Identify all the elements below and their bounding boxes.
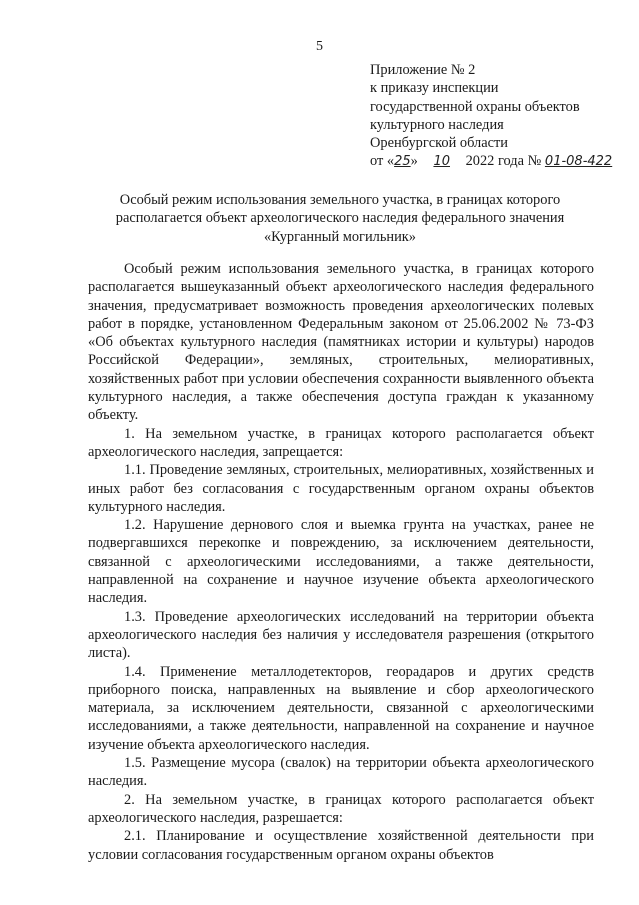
appendix-line: культурного наследия — [370, 116, 504, 133]
handwritten-order-number: 01-08-422 — [544, 154, 613, 170]
paragraph-2: 2. На земельном участке, в границах которого располагается объект археологического наследия, разрешается: — [88, 791, 594, 826]
date-mid: » — [410, 153, 422, 170]
title-line: располагается объект археологического наследия федерального значения — [115, 210, 565, 227]
handwritten-day: 25 — [394, 154, 411, 170]
appendix-date-line — [370, 152, 630, 171]
paragraph-1-5: 1.5. Размещение мусора (свалок) на территории объекта археологического наследия. — [88, 755, 594, 790]
paragraph-1-2: 1.2. Нарушение дернового слоя и выемка грунта на участках, ранее не подвергавшихся перекопке и повреждению, за исключением деятельности, связанной с археологическими исследованиями, а также деятельности, направленной на сохранение и научное изучение объекта археологического наследия. — [88, 517, 594, 607]
appendix-line: Оренбургской области — [370, 135, 508, 152]
date-prefix: от « — [370, 153, 395, 170]
document-body — [88, 260, 594, 864]
appendix-line: Приложение № 2 — [370, 62, 476, 78]
title-line: Особый режим использования земельного участка, в границах которого — [119, 192, 561, 208]
paragraph-1: 1. На земельном участке, в границах которого располагается объект археологического наследия, запрещается: — [88, 425, 594, 460]
document-title — [80, 191, 600, 246]
appendix-line: к приказу инспекции — [370, 80, 499, 97]
paragraph-intro: Особый режим использования земельного участка, в границах которого располагается вышеуказанный объект археологического наследия федерального значения, предусматривает возможность проведения археологических полевых работ в порядке, установленном Федеральным законом от 25.06.2002 № 73-ФЗ «Об объектах культурного наследия (памятниках истории и культуры) народов Российской Федерации», земляных, строительных, мелиоративных, хозяйственных работ при условии обеспечения сохранности выявленного объекта культурного наследия, а также обеспечения доступа граждан к указанному объекту. — [88, 261, 594, 424]
paragraph-1-4: 1.4. Применение металлодетекторов, георадаров и других средств приборного поиска, направленных на выявление и сбор археологического материала, за исключением деятельности, связанной с археологическими исследованиями, а также деятельности, направленной на сохранение и научное изучение объекта археологического наследия. — [88, 663, 594, 753]
page-number: 5 — [316, 39, 323, 54]
paragraph-1-1: 1.1. Проведение земляных, строительных, мелиоративных, хозяйственных и иных работ без согласования с государственным органом охраны объектов культурного наследия. — [88, 462, 594, 515]
handwritten-month: 10 — [433, 154, 450, 170]
title-line: «Курганный могильник» — [263, 228, 416, 245]
appendix-block — [370, 61, 630, 172]
date-year: 2022 года № — [461, 153, 545, 170]
appendix-line: государственной охраны объектов — [370, 98, 580, 115]
paragraph-1-3: 1.3. Проведение археологических исследований на территории объекта археологического наследия без наличия у исследователя разрешения (открытого листа). — [88, 608, 594, 662]
paragraph-2-1: 2.1. Планирование и осуществление хозяйственной деятельности при условии согласования государственным органом охраны объектов — [88, 828, 594, 863]
